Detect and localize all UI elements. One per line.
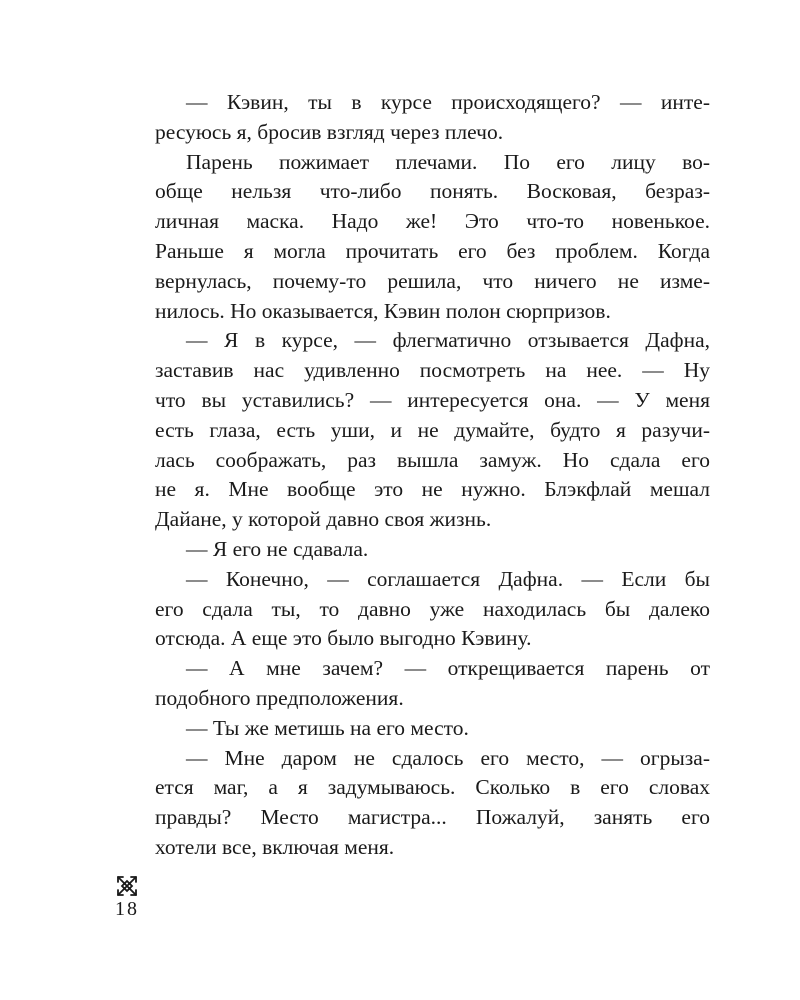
text-line: отсюда. А еще это было выгодно Кэвину. [155,626,532,651]
text-line: заставив нас удивленно посмотреть на нее. — Ну [155,358,710,383]
text-line: — Я его не сдавала. [186,536,369,561]
text-line: ется маг, а я задумываюсь. Сколько в его словах [155,775,710,800]
text-line: хотели все, включая меня. [155,834,395,859]
text-line: — А мне зачем? — открещивается парень от [186,656,710,681]
text-line: Дайане, у которой давно своя жизнь. [155,507,492,532]
text-line: лась соображать, раз вышла замуж. Но сдала его [155,447,710,472]
text-line: вернулась, почему-то решила, что ничего не изме- [155,268,710,293]
text-line: подобного предположения. [155,685,404,710]
text-line: не я. Мне вообще это не нужно. Блэкфлай мешал [155,477,710,502]
page-number: 18 [115,898,139,920]
text-line: что вы уставились? — интересуется она. — У меня [155,387,710,412]
text-line: Парень пожимает плечами. По его лицу во- [186,149,710,174]
text-line: личная маска. Надо же! Это что-то новенькое. [155,209,710,234]
text-line: — Мне даром не сдалось его место, — огрыза- [186,745,710,770]
text-line: — Кэвин, ты в курсе происходящего? — инте- [186,90,710,114]
body-text [155,88,710,863]
text-line: нилось. Но оказывается, Кэвин полон сюрпризов. [155,298,611,323]
text-line: ресуюсь я, бросив взгляд через плечо. [155,119,504,144]
text-line: есть глаза, есть уши, и не думайте, будто я разучи- [155,417,710,442]
text-line: обще нельзя что-либо понять. Восковая, безраз- [155,179,710,204]
text-line: Раньше я могла прочитать его без проблем. Когда [155,238,710,263]
ornament-icon [116,875,138,897]
text-line: его сдала ты, то давно уже находилась бы далеко [155,596,710,621]
text-line: — Я в курсе, — флегматично отзывается Дафна, [186,328,710,353]
text-line: — Конечно, — соглашается Дафна. — Если бы [186,566,710,591]
text-line: — Ты же метишь на его место. [186,715,469,740]
text-line: правды? Место магистра... Пожалуй, занять его [155,805,710,830]
